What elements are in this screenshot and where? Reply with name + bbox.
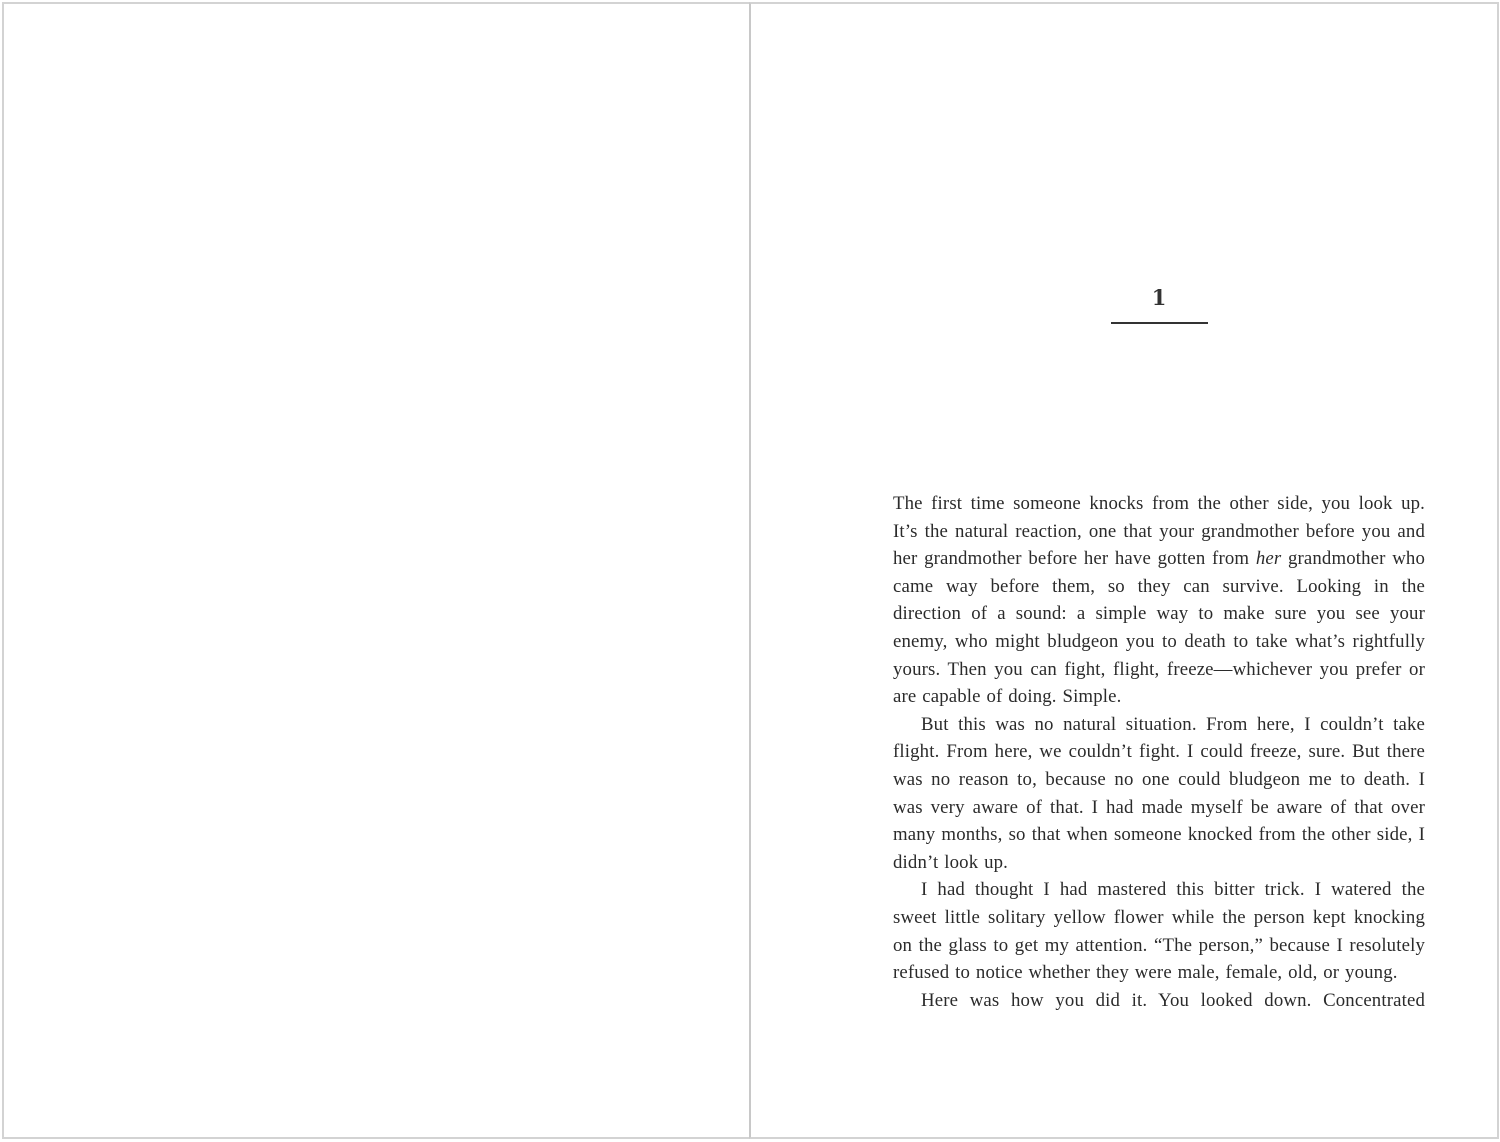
left-page <box>2 2 751 1139</box>
paragraph-1 <box>893 490 1425 711</box>
paragraph-2: But this was no natural situation. From here, I couldn’t take flight. From here, we couldn’t fight. I could freeze, sure. But there was no reason to, because no one could bludgeon me to death. I was very aware of that. I had made myself be aware of that over many months, so that when someone knocked from the other side, I didn’t look up. <box>893 713 1425 873</box>
paragraph-1-text-end: grandmother who came way before them, so they can survive. Looking in the direction of a sound: a simple way to make sure you see your enemy, who might bludgeon you to death to take what’s rightfully yours. Then you can fight, flight, freeze—whichever you prefer or are capable of doing. Simple. <box>893 548 1425 708</box>
paragraph-4: Here was how you did it. You looked down. Concentrated <box>921 989 1425 1011</box>
chapter-rule <box>1111 322 1208 324</box>
paragraph-3: I had thought I had mastered this bitter trick. I watered the sweet little solitary yellow flower while the person kept knocking on the glass to get my attention. “The person,” because I resolutely refused to notice whether they were male, female, old, or young. <box>893 879 1425 984</box>
paragraph-1-emphasis: her <box>1255 548 1282 570</box>
right-page <box>749 2 1499 1139</box>
chapter-body-text <box>893 490 1425 1014</box>
paragraph-1-text-start: The first time someone knocks from the other side, you look up. It’s the natural reaction, one that your grandmother before you and her grandmother before her have gotten from <box>893 493 1425 570</box>
chapter-number: 1 <box>1151 285 1167 310</box>
